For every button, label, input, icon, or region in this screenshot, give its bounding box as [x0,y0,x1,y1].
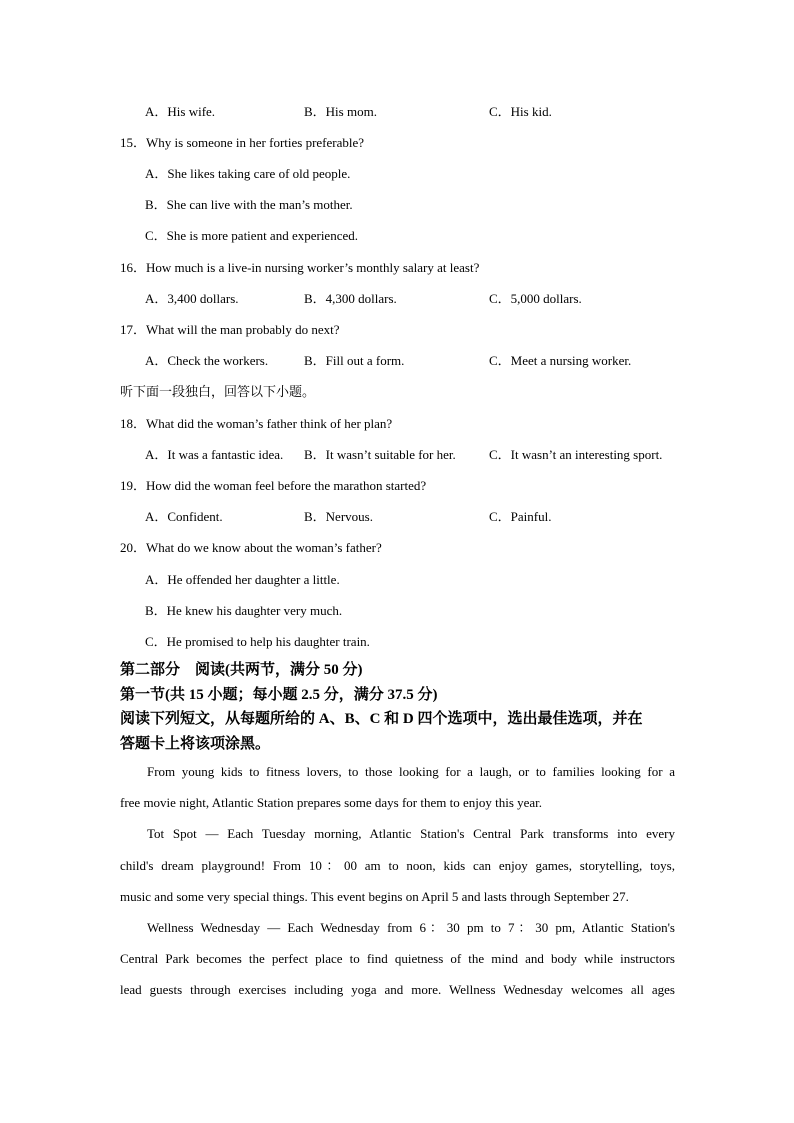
part-heading: 第二部分 阅读(共两节，满分 50 分) [120,662,363,678]
q16-option-a: A．3,400 dollars. [145,291,239,306]
passage-p2-line-2: child's dream playground! From 10：00 am to noon, kids can enjoy games, storytelling, toys, [120,858,675,873]
q17-question: 17．What will the man probably do next? [120,322,340,337]
q18-question: 18．What did the woman’s father think of her plan? [120,416,393,431]
passage-p3-line-2: Central Park becomes the perfect place to find quietness of the mind and body while instructors [120,951,675,966]
q16-option-b: B．4,300 dollars. [304,291,397,306]
monologue-instruction: 听下面一段独白，回答以下小题。 [120,385,316,400]
passage-p2-line-1: Tot Spot — Each Tuesday morning, Atlantic Station's Central Park transforms into every [147,826,675,841]
q15-option-b: B．She can live with the man’s mother. [145,197,353,212]
instruction-line-2: 答题卡上将该项涂黑。 [120,736,271,752]
q19-question: 19．How did the woman feel before the marathon started? [120,478,427,493]
q14-option-c: C．His kid. [489,104,552,119]
passage-p3-line-3: lead guests through exercises including yoga and more. Wellness Wednesday welcomes all ages [120,982,675,997]
q14-option-a: A．His wife. [145,104,216,119]
q19-option-c: C．Painful. [489,509,552,524]
q16-option-c: C．5,000 dollars. [489,291,582,306]
q15-question: 15．Why is someone in her forties preferable? [120,135,365,150]
passage-p3-line-1: Wellness Wednesday — Each Wednesday from 6：30 pm to 7：30 pm, Atlantic Station's [147,920,675,935]
q17-option-c: C．Meet a nursing worker. [489,353,632,368]
q17-option-b: B．Fill out a form. [304,353,405,368]
q19-option-b: B．Nervous. [304,509,373,524]
q20-option-c: C．He promised to help his daughter train. [145,634,370,649]
section-heading: 第一节(共 15 小题；每小题 2.5 分，满分 37.5 分) [120,687,438,703]
q18-option-a: A．It was a fantastic idea. [145,447,284,462]
q14-option-b: B．His mom. [304,104,377,119]
q16-question: 16．How much is a live-in nursing worker’s monthly salary at least? [120,260,480,275]
passage-p1-line-1: From young kids to fitness lovers, to those looking for a laugh, or to families looking for a [147,764,675,779]
q15-option-c: C．She is more patient and experienced. [145,228,358,243]
instruction-line-1: 阅读下列短文，从每题所给的 A、B、C 和 D 四个选项中，选出最佳选项，并在 [120,711,643,727]
q18-option-c: C．It wasn’t an interesting sport. [489,447,663,462]
q17-option-a: A．Check the workers. [145,353,269,368]
q15-option-a: A．She likes taking care of old people. [145,166,351,181]
passage-p2-line-3: music and some very special things. This event begins on April 5 and lasts through September 27. [120,889,629,904]
q20-option-a: A．He offended her daughter a little. [145,572,340,587]
q19-option-a: A．Confident. [145,509,223,524]
passage-p1-line-2: free movie night, Atlantic Station prepares some days for them to enjoy this year. [120,795,543,810]
q18-option-b: B．It wasn’t suitable for her. [304,447,456,462]
q20-question: 20．What do we know about the woman’s father? [120,540,382,555]
q20-option-b: B．He knew his daughter very much. [145,603,343,618]
